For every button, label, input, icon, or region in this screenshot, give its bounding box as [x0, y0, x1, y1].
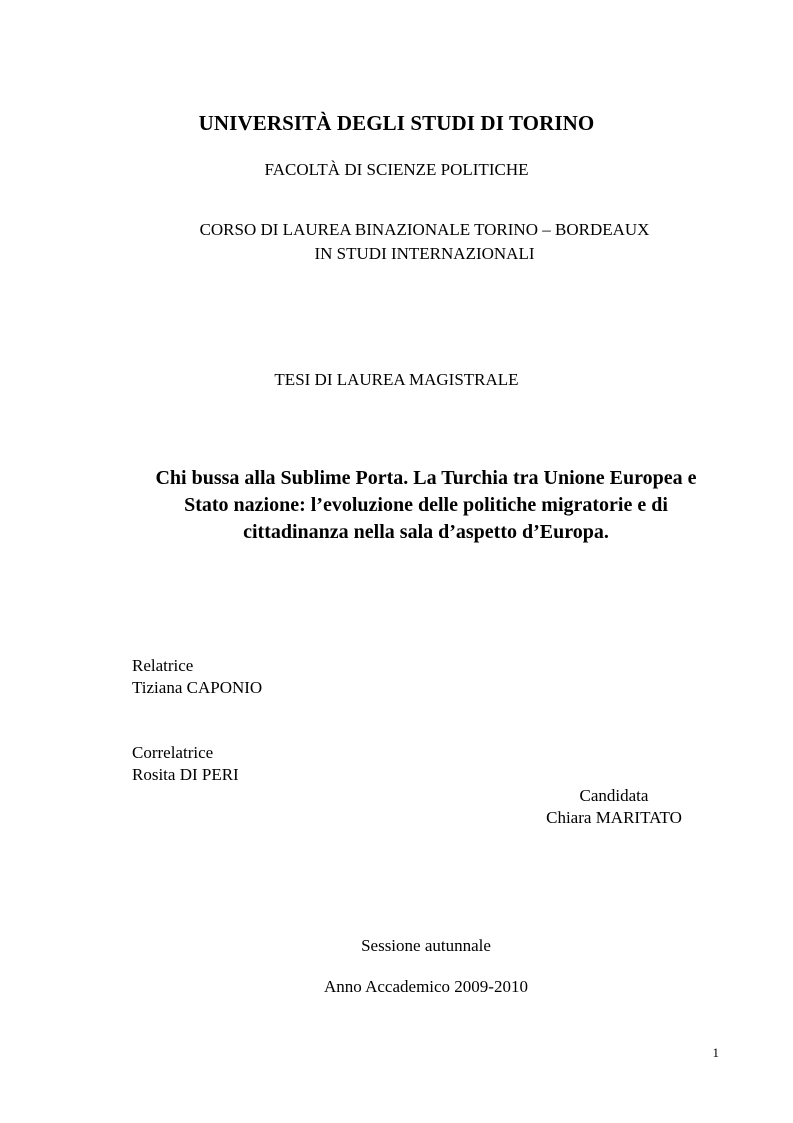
course-name	[0, 218, 793, 266]
co-supervisor-name: Rosita DI PERI	[132, 765, 239, 784]
course-line-2: IN STUDI INTERNAZIONALI	[314, 244, 535, 263]
candidate-name: Chiara MARITATO	[546, 808, 682, 827]
co-supervisor-block	[132, 742, 239, 786]
supervisor-name: Tiziana CAPONIO	[132, 678, 263, 697]
title-line-1: Chi bussa alla Sublime Porta. La Turchia tra Unione Europea e	[155, 467, 697, 489]
co-supervisor-role: Correlatrice	[132, 743, 214, 762]
candidate-role: Candidata	[579, 786, 649, 805]
page-number: 1	[712, 1045, 719, 1060]
supervisor-role: Relatrice	[132, 656, 194, 675]
session: Sessione autunnale	[361, 936, 491, 955]
thesis-type: TESI DI LAUREA MAGISTRALE	[274, 370, 519, 389]
faculty-name: FACOLTÀ DI SCIENZE POLITICHE	[264, 160, 529, 179]
supervisor-block	[132, 655, 262, 699]
title-line-3: cittadinanza nella sala d’aspetto d’Europa.	[243, 521, 609, 543]
title-line-2: Stato nazione: l’evoluzione delle politiche migratorie e di	[184, 494, 668, 516]
candidate-block	[520, 785, 708, 829]
course-line-1: CORSO DI LAUREA BINAZIONALE TORINO – BORDEAUX	[199, 220, 650, 239]
thesis-title	[0, 465, 793, 546]
university-name: UNIVERSITÀ DEGLI STUDI DI TORINO	[198, 111, 595, 135]
academic-year: Anno Accademico 2009-2010	[324, 977, 528, 996]
